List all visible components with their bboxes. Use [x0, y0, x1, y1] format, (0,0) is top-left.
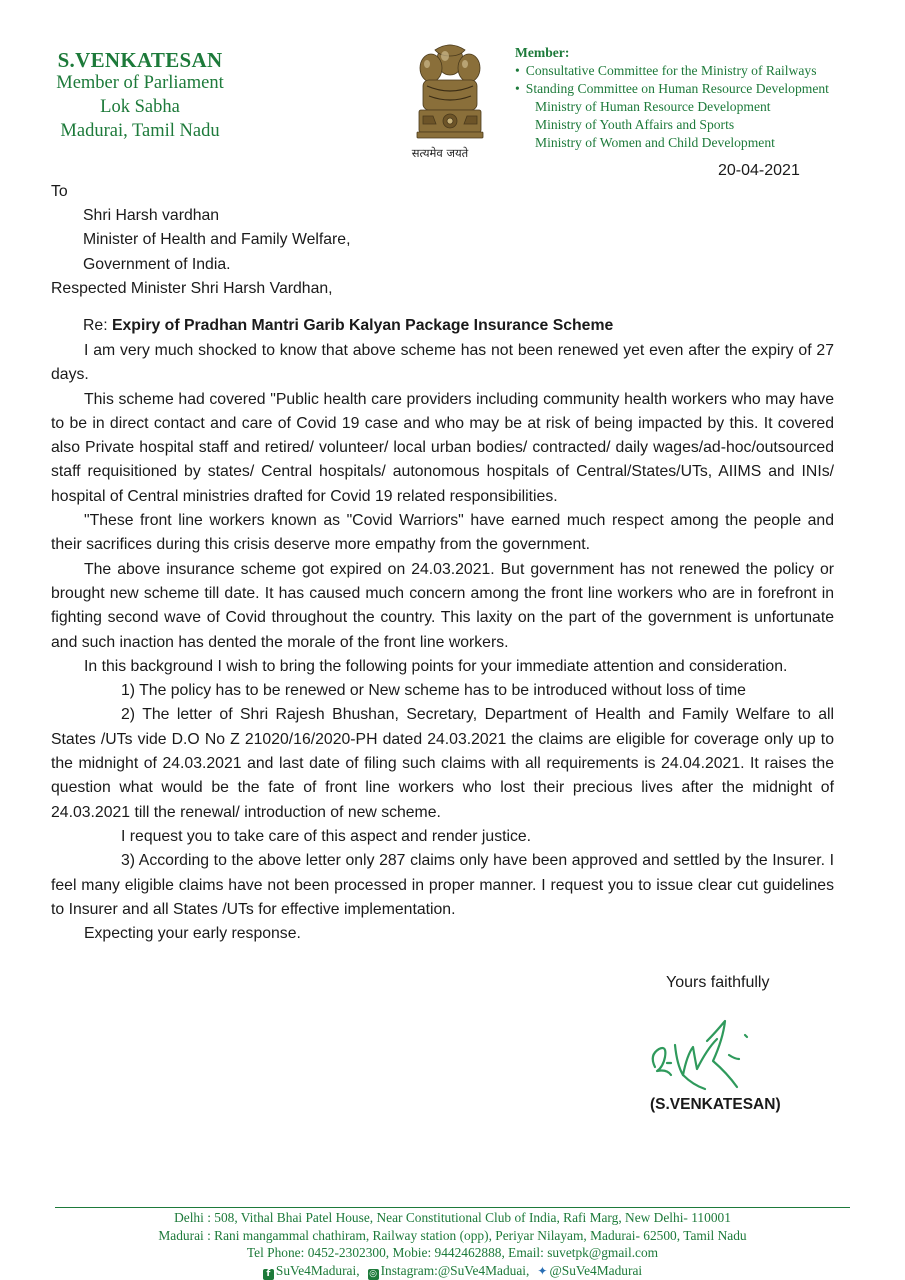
twitter-handle: @SuVe4Madurai — [549, 1262, 643, 1278]
facebook-handle: SuVe4Madurai, — [275, 1262, 360, 1278]
footer-social-row — [40, 1262, 865, 1280]
footer-address — [40, 1209, 865, 1280]
subject-text: Expiry of Pradhan Mantri Garib Kalyan Package Insurance Scheme — [111, 317, 614, 334]
signature-image — [643, 1005, 763, 1095]
member-heading: Member: — [515, 45, 570, 60]
body-paragraph: In this background I wish to bring the following points for your immediate attention and consideration. — [84, 657, 788, 675]
footer-delhi-address: Delhi : 508, Vithal Bhai Patel House, Near Constitutional Club of India, Rafi Marg, New Delhi- 110001 — [174, 1210, 731, 1225]
addressee-organisation: Government of India. — [83, 255, 231, 273]
ministry-item: Ministry of Women and Child Development — [535, 135, 775, 150]
instagram-handle: Instagram:@SuVe4Maduai, — [380, 1262, 530, 1278]
facebook-icon: f — [263, 1269, 274, 1280]
mp-name: S.VENKATESAN — [57, 48, 223, 72]
point-one: 1) The policy has to be renewed or New scheme has to be introduced without loss of time — [121, 682, 746, 700]
letter-body — [51, 339, 834, 946]
mp-title: Member of Parliament — [56, 73, 224, 93]
mp-house: Lok Sabha — [100, 97, 180, 117]
instagram-icon: ◎ — [369, 1268, 377, 1279]
letter-date: 20-04-2021 — [718, 162, 800, 179]
signer-name: (S.VENKATESAN) — [650, 1096, 781, 1113]
subject-prefix: Re: — [83, 317, 112, 334]
body-paragraph: I am very much shocked to know that above scheme has not been renewed yet even after the expiry of 27 days. — [51, 342, 834, 384]
salutation: Respected Minister Shri Harsh Vardhan, — [51, 280, 333, 297]
addressee-designation: Minister of Health and Family Welfare, — [83, 231, 351, 249]
point-two-request: I request you to take care of this aspect and render justice. — [121, 827, 532, 845]
point-two: 2) The letter of Shri Rajesh Bhushan, Secretary, Department of Health and Family Welfare to all States /UTs vide D.O No Z 21020/16/2020-PH dated 24.03.2021 the claims are eligible for coverage only up to the midnight of 24.03.2021 and last date of filing such claims with all requirements is 24.04.2021. It raises the question what would be the fate of front line workers who lost their precious lives after the midnight of 24.03.2021 till the renewal/ introduction of new scheme. — [51, 706, 834, 821]
membership-item: • Standing Committee on Human Resource Development — [515, 80, 885, 98]
addressee-name: Shri Harsh vardhan — [83, 207, 220, 224]
body-paragraph: The above insurance scheme got expired on 24.03.2021. But government has not renewed the policy or brought new scheme till date. It has caused much concern among the front line workers who are in forefront in fighting second wave of Covid throughout the country. This laxity on the part of the government is unfortunate and such inaction has dented the morale of the front line workers. — [51, 560, 834, 651]
emblem-motto: सत्यमेव जयते — [411, 146, 469, 160]
mp-place: Madurai, Tamil Nadu — [60, 121, 220, 141]
footer-contact: Tel Phone: 0452-2302300, Mobie: 9442462888, Email: suvetpk@gmail.com — [246, 1245, 659, 1260]
ministry-item: Ministry of Human Resource Development — [535, 99, 771, 114]
footer-madurai-address: Madurai : Rani mangammal chathiram, Railway station (opp), Periyar Nilayam, Madurai- 62500, Tamil Nadu — [158, 1227, 747, 1243]
membership-item: • Consultative Committee for the Ministry of Railways — [515, 62, 885, 80]
closing-line: Yours faithfully — [666, 974, 770, 991]
expecting-line: Expecting your early response. — [84, 925, 301, 943]
national-emblem-icon — [405, 38, 495, 148]
membership-block — [515, 44, 885, 152]
addressee-block — [83, 204, 350, 277]
twitter-icon: ✦ — [537, 1263, 548, 1278]
body-paragraph: "These front line workers known as "Covid Warriors" have earned much respect among the people and their sacrifices during this crisis deserve more empathy from the government. — [51, 512, 834, 554]
point-three: 3) According to the above letter only 287 claims only have been approved and settled by the Insurer. I feel many eligible claims have not been processed in proper manner. I request you to issue clear cut guidelines to Insurer and all States /UTs for effective implementation. — [51, 852, 834, 918]
to-label: To — [51, 183, 68, 200]
ministry-item: Ministry of Youth Affairs and Sports — [535, 117, 735, 132]
subject-line — [83, 314, 613, 338]
body-paragraph: This scheme had covered "Public health care providers including community health workers who may have to be in direct contact and care of Covid 19 case and who may be at risk of being impacted by this. It covered also Private hospital staff and retired/ volunteer/ local urban bodies/ contracted/ daily wages/ad-hoc/outsourced staff requisitioned by states/ Central hospitals/ autonomous hospitals of Central/States/UTs, AIIMS and INIs/ hospital of Central ministries drafted for Covid 19 related responsibilities. — [51, 390, 834, 505]
footer-divider — [55, 1207, 850, 1208]
